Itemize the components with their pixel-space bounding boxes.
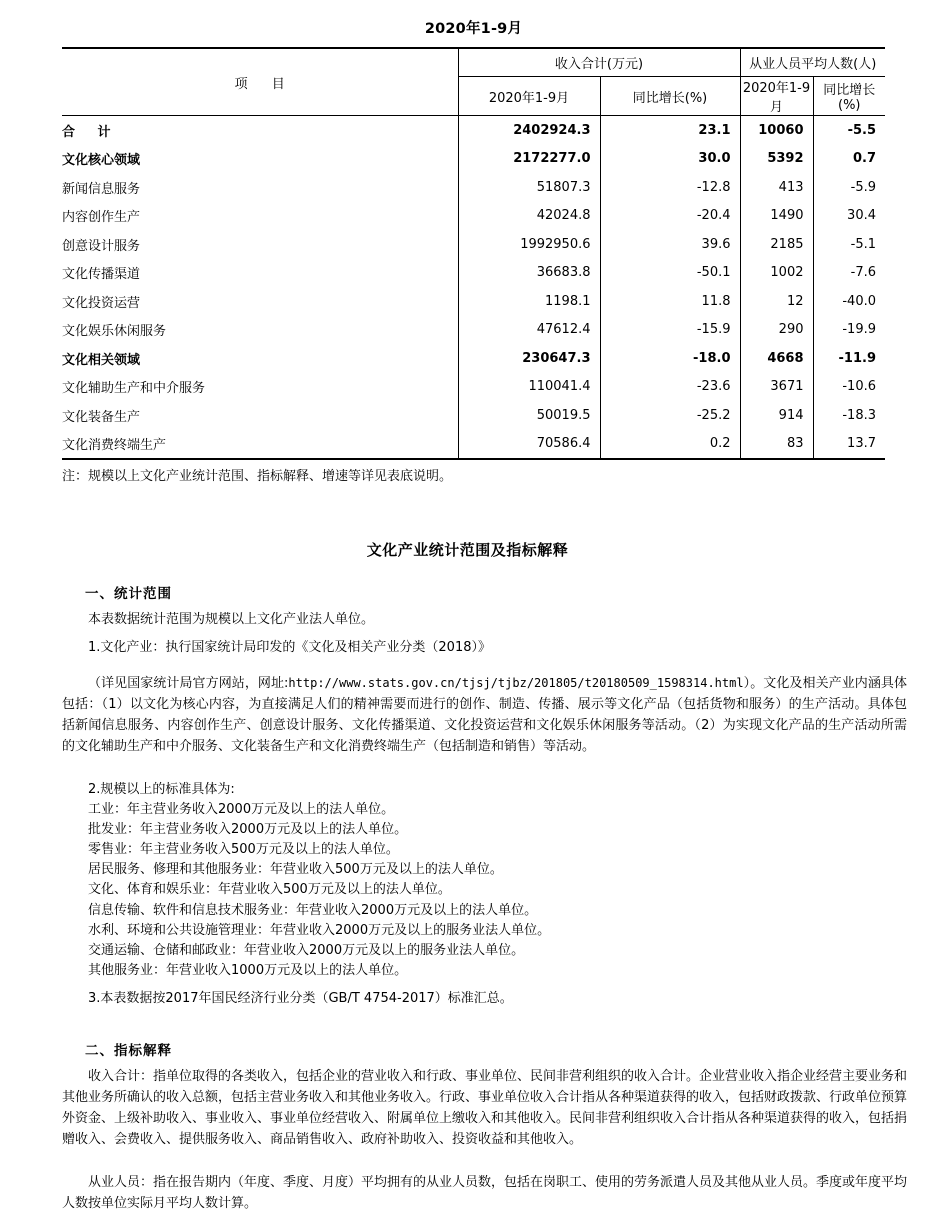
row-employee-growth-value: -5.5: [847, 122, 876, 138]
row-employees-value: 83: [740, 430, 813, 460]
row-employee-growth-value: -18.3: [842, 407, 876, 423]
standard-line: 信息传输、软件和信息技术服务业：年营业收入2000万元及以上的法人单位。: [88, 902, 538, 918]
column-header-item-label: 项 目: [234, 76, 295, 92]
row-revenue-value: 50019.5: [458, 401, 600, 430]
row-revenue-growth-value: -12.8: [600, 173, 740, 202]
scope-standards-list: [62, 800, 907, 981]
row-item-label: 文化投资运营: [62, 287, 458, 316]
row-revenue-growth-value: 39.6: [600, 230, 740, 259]
standard-line: 水利、环境和公共设施管理业：年营业收入2000万元及以上的服务业法人单位。: [88, 922, 551, 938]
row-item-label: 文化装备生产: [62, 401, 458, 430]
row-revenue-growth-value: -23.6: [600, 373, 740, 402]
column-header-group-revenue: 收入合计(万元): [458, 48, 740, 77]
standard-line: 居民服务、修理和其他服务业：年营业收入500万元及以上的法人单位。: [88, 862, 503, 878]
table-row: [62, 373, 885, 402]
section-scope-body: [62, 609, 907, 1010]
column-header-group-employee: 从业人员平均人数(人): [740, 48, 885, 77]
table-header: [62, 48, 885, 116]
row-item-label: 创意设计服务: [62, 230, 458, 259]
row-revenue-value: 36683.8: [458, 259, 600, 288]
row-item-label: 文化辅助生产和中介服务: [62, 373, 458, 402]
row-employee-growth-value: 30.4: [847, 208, 876, 224]
row-revenue-value: 1992950.6: [458, 230, 600, 259]
row-item-label: 新闻信息服务: [62, 173, 458, 202]
row-revenue-growth-value: 30.0: [600, 145, 740, 174]
row-revenue-value: 2402924.3: [458, 116, 600, 145]
row-employees-value: 1490: [740, 202, 813, 231]
table-row: [62, 259, 885, 288]
row-employee-growth-value: -40.0: [842, 293, 876, 309]
row-revenue-growth-value: 0.2: [600, 430, 740, 460]
row-employee-growth-value: -5.1: [850, 236, 876, 252]
row-item-label: 合 计: [62, 116, 458, 145]
table-note: 注：规模以上文化产业统计范围、指标解释、增速等详见表底说明。: [62, 469, 453, 484]
row-employees-value: 2185: [740, 230, 813, 259]
column-header-item: [62, 48, 458, 116]
stats-gov-url: http://www.stats.gov.cn/tjsj/tjbz/201805/t20180509_1598314.html: [288, 675, 744, 690]
row-revenue-growth-value: -18.0: [600, 344, 740, 373]
scope-url-suffix: ）。文化及相关产业内涵具体包括：（1）以文化为核心内容，为直接满足人们的精神需要而进行的创作、制造、传播、展示等文化产品（包括货物和服务）的生产活动。具体包括新闻信息服务、内容创作生产、创意设计服务、文化传播渠道、文化投资运营和文化娱乐休闲服务等活动。（2）为实现文化产品的生产活动所需的文化辅助生产和中介服务、文化装备生产和文化消费终端生产（包括制造和销售）等活动。: [62, 675, 907, 754]
standard-line: 工业：年主营业务收入2000万元及以上的法人单位。: [88, 801, 395, 817]
row-revenue-growth-value: -20.4: [600, 202, 740, 231]
row-employee-growth-value: -11.9: [838, 350, 876, 366]
column-header-revenue-period: 2020年1-9月: [458, 77, 600, 116]
row-revenue-growth-value: -25.2: [600, 401, 740, 430]
row-item-label: 内容创作生产: [62, 202, 458, 231]
row-item-label: 文化消费终端生产: [62, 430, 458, 460]
row-revenue-value: 110041.4: [458, 373, 600, 402]
scope-line-2: 1.文化产业：执行国家统计局印发的《文化及相关产业分类（2018）》: [88, 639, 491, 655]
scope-url-prefix: （详见国家统计局官方网站，网址:: [88, 675, 289, 691]
row-item-label: 文化娱乐休闲服务: [62, 316, 458, 345]
row-revenue-growth-value: 11.8: [600, 287, 740, 316]
row-revenue-value: 1198.1: [458, 287, 600, 316]
row-employees-value: 10060: [740, 116, 813, 145]
column-header-revenue-growth: 同比增长(%): [600, 77, 740, 116]
table-row: [62, 230, 885, 259]
row-employees-value: 413: [740, 173, 813, 202]
row-revenue-value: 47612.4: [458, 316, 600, 345]
table-row: [62, 401, 885, 430]
statistics-table: [62, 47, 885, 460]
table-row: [62, 344, 885, 373]
row-revenue-growth-value: -50.1: [600, 259, 740, 288]
row-employee-growth-value: -7.6: [850, 265, 876, 281]
row-revenue-growth-value: -15.9: [600, 316, 740, 345]
scope-paragraph-classification: [62, 673, 907, 757]
row-revenue-growth-value: 23.1: [600, 116, 740, 145]
row-revenue-value: 230647.3: [458, 344, 600, 373]
section-indicators-body: [62, 1066, 907, 1214]
row-revenue-value: 42024.8: [458, 202, 600, 231]
standard-line: 批发业：年主营业务收入2000万元及以上的法人单位。: [88, 821, 408, 837]
column-header-employee-growth: 同比增长(%): [813, 77, 885, 116]
standard-line: 文化、体育和娱乐业：年营业收入500万元及以上的法人单位。: [88, 882, 451, 898]
row-employee-growth-value: -5.9: [850, 179, 876, 195]
scope-standards-intro: 2.规模以上的标准具体为:: [88, 781, 235, 797]
row-employees-value: 3671: [740, 373, 813, 402]
explanation-heading: 文化产业统计范围及指标解释: [366, 540, 569, 559]
row-employees-value: 914: [740, 401, 813, 430]
row-item-label: 文化相关领域: [62, 344, 458, 373]
row-item-label: 文化核心领域: [62, 145, 458, 174]
table-body: [62, 116, 885, 460]
row-employee-growth-value: -19.9: [842, 322, 876, 338]
row-employees-value: 1002: [740, 259, 813, 288]
row-employee-growth-value: 13.7: [847, 436, 876, 452]
table-row: [62, 316, 885, 345]
column-header-employee-period: 2020年1-9月: [740, 77, 813, 116]
standard-line: 交通运输、仓储和邮政业：年营业收入2000万元及以上的服务业法人单位。: [88, 942, 525, 958]
row-employee-growth-value: -10.6: [842, 379, 876, 395]
row-employees-value: 12: [740, 287, 813, 316]
indicator-paragraph-revenue: 收入合计：指单位取得的各类收入，包括企业的营业收入和行政、事业单位、民间非营利组织的收入合计。企业营业收入指企业经营主要业务和其他业务所确认的收入总额，包括主营业务收入和其他业务收入。行政、事业单位收入合计指从各种渠道获得的收入，包括财政拨款、行政单位预算外资金、上级补助收入、事业收入、事业单位经营收入、附属单位上缴收入和其他收入。民间非营利组织收入合计指从各种渠道获得的收入，包括捐赠收入、会费收入、提供服务收入、商品销售收入、政府补助收入、投资收益和其他收入。: [62, 1069, 908, 1148]
table-row: [62, 430, 885, 460]
table-row: [62, 287, 885, 316]
row-employees-value: 290: [740, 316, 813, 345]
row-employees-value: 5392: [740, 145, 813, 174]
row-employee-growth-value: 0.7: [852, 151, 876, 167]
section-heading-indicators: 二、指标解释: [85, 1043, 172, 1060]
table-row: [62, 116, 885, 145]
row-item-label: 文化传播渠道: [62, 259, 458, 288]
scope-line-1: 本表数据统计范围为规模以上文化产业法人单位。: [88, 611, 375, 627]
section-heading-scope: 一、统计范围: [85, 585, 172, 602]
row-employees-value: 4668: [740, 344, 813, 373]
table-header-row-groups: [62, 48, 885, 77]
scope-line-3: 3.本表数据按2017年国民经济行业分类（GB/T 4754-2017）标准汇总。: [88, 991, 513, 1007]
row-revenue-value: 2172277.0: [458, 145, 600, 174]
standard-line: 零售业：年主营业务收入500万元及以上的法人单位。: [88, 842, 399, 858]
indicator-paragraph-employee: 从业人员：指在报告期内（年度、季度、月度）平均拥有的从业人员数，包括在岗职工、使用的劳务派遣人员及其他从业人员。季度或年度平均人数按单位实际月平均人数计算。: [62, 1175, 908, 1212]
table-row: [62, 202, 885, 231]
table-row: [62, 145, 885, 174]
row-revenue-value: 70586.4: [458, 430, 600, 460]
table-title: 2020年1-9月: [424, 21, 523, 37]
table-row: [62, 173, 885, 202]
standard-line: 其他服务业：年营业收入1000万元及以上的法人单位。: [88, 962, 408, 978]
row-revenue-value: 51807.3: [458, 173, 600, 202]
